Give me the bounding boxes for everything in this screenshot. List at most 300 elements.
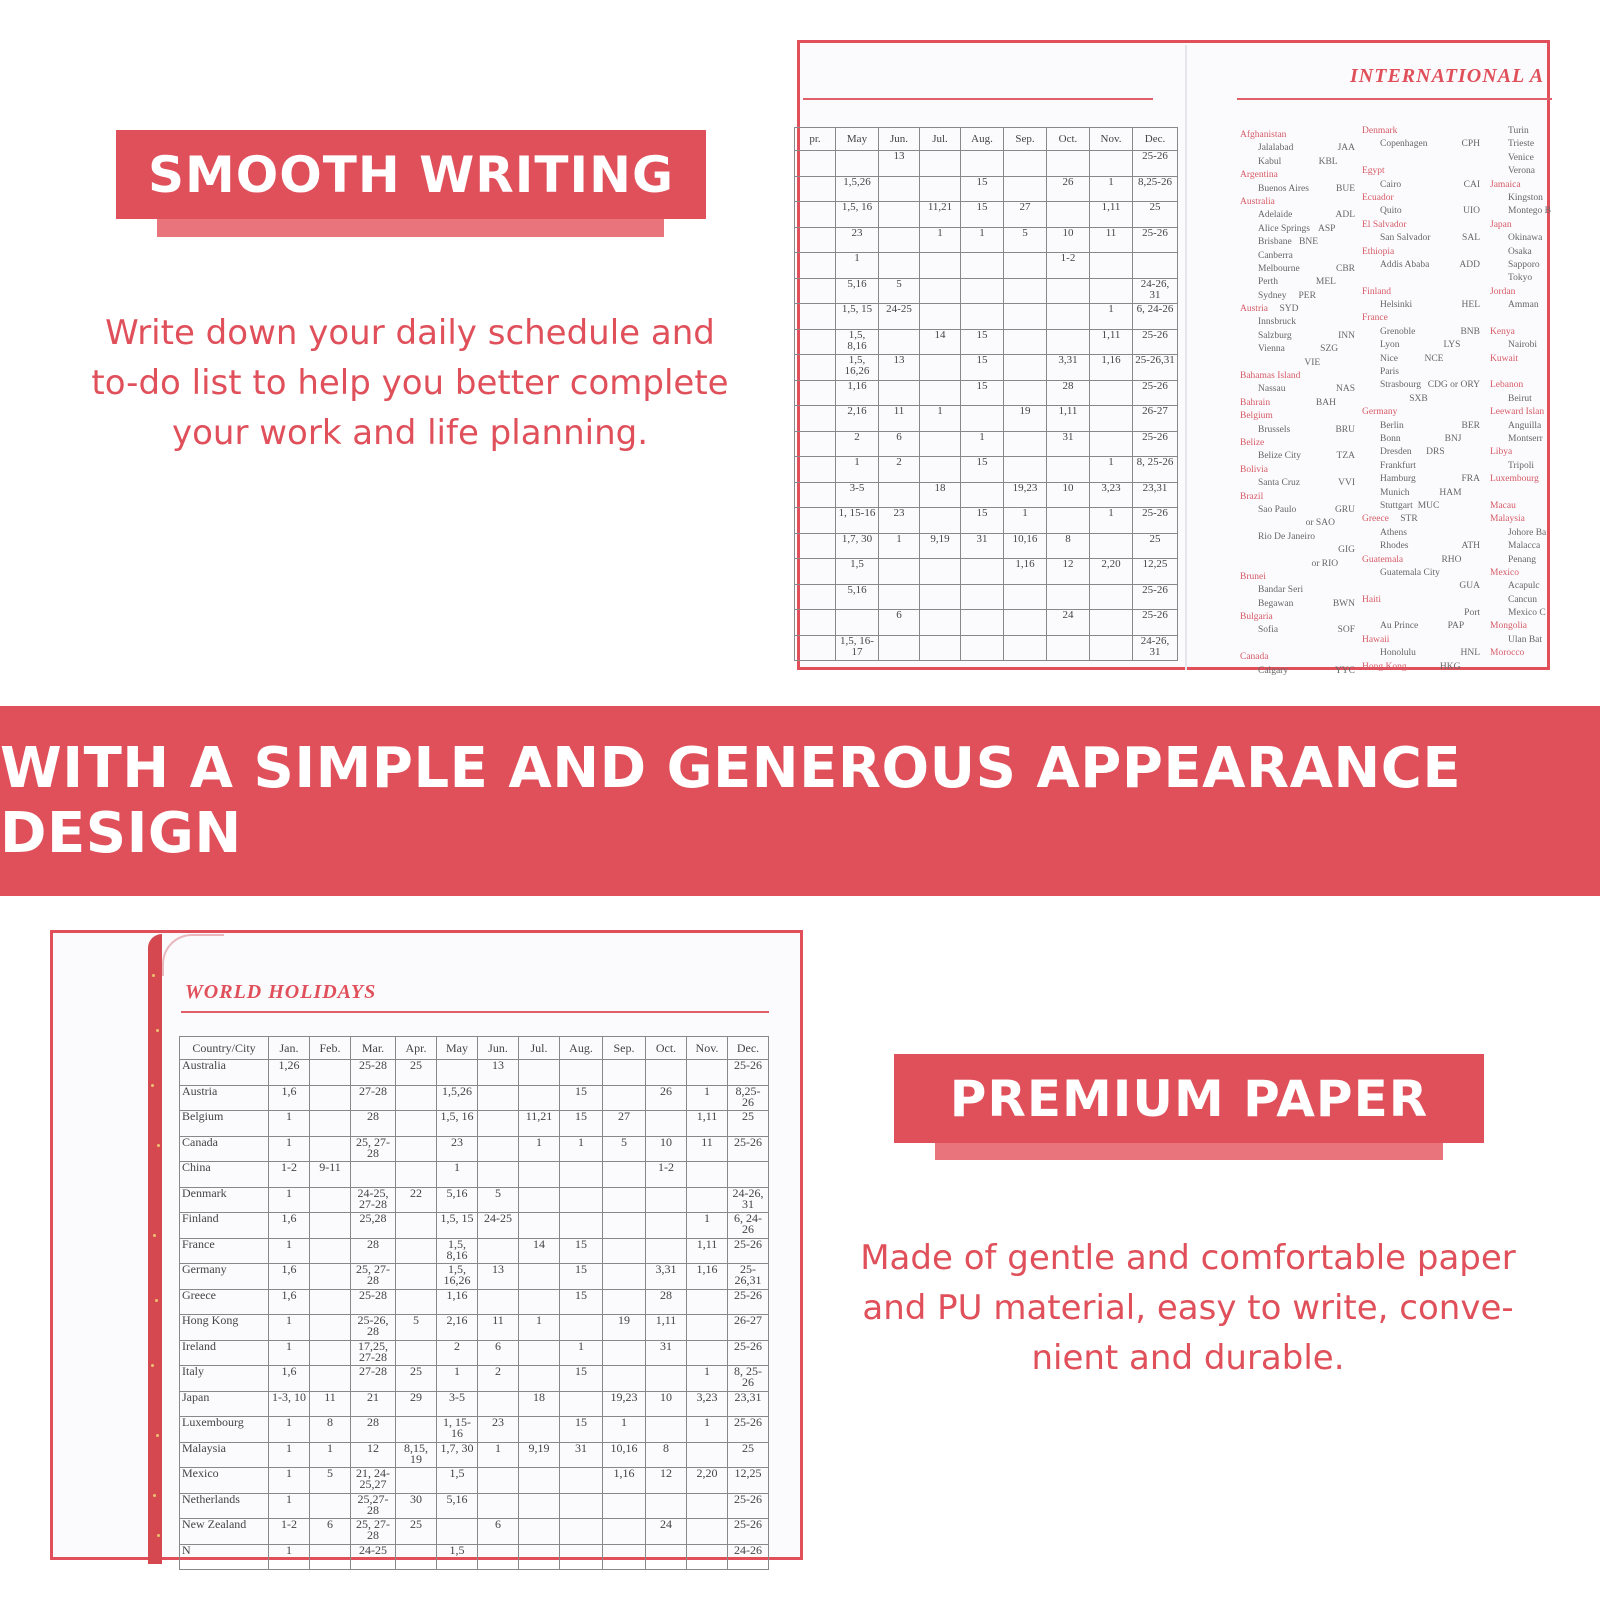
table-cell: 5 xyxy=(879,278,920,304)
city-entry xyxy=(1240,624,1355,637)
table-cell xyxy=(396,1085,437,1111)
table-cell: 25-28 xyxy=(351,1060,396,1086)
table-cell xyxy=(646,1366,687,1392)
airport-column-1 xyxy=(1240,129,1355,678)
table-cell xyxy=(310,1366,351,1392)
place-label: Amman xyxy=(1508,300,1539,311)
table-cell xyxy=(1047,202,1090,228)
table-row xyxy=(795,533,1178,559)
country-name xyxy=(1490,620,1560,633)
table-cell xyxy=(795,176,836,202)
table-cell: 1,5 xyxy=(437,1468,478,1494)
column-header: Aug. xyxy=(560,1037,603,1060)
table-cell xyxy=(687,1493,728,1519)
table-cell: 5,16 xyxy=(437,1493,478,1519)
country-name xyxy=(1362,661,1480,674)
table-cell xyxy=(795,533,836,559)
place-label: Okinawa xyxy=(1508,233,1543,244)
table-cell xyxy=(795,202,836,228)
airport-code: VIE xyxy=(1304,357,1321,368)
table-cell xyxy=(310,1493,351,1519)
table-cell: 25-26 xyxy=(1133,329,1178,355)
table-cell: 28 xyxy=(646,1289,687,1315)
airport-code: CPH xyxy=(1461,139,1480,150)
column-header: Feb. xyxy=(310,1037,351,1060)
table-cell: 18 xyxy=(519,1391,560,1417)
table-cell xyxy=(795,508,836,534)
place-label: San Salvador xyxy=(1380,233,1431,244)
table-cell: 3-5 xyxy=(836,482,879,508)
table-cell: 1 xyxy=(687,1366,728,1392)
table-cell xyxy=(687,1340,728,1366)
table-cell: 15 xyxy=(961,508,1004,534)
table-row xyxy=(180,1136,769,1162)
table-cell xyxy=(687,1060,728,1086)
place-label: Bahamas Island xyxy=(1240,371,1301,382)
table-cell: Hong Kong xyxy=(180,1315,269,1341)
airport-code: STR xyxy=(1400,514,1418,525)
table-row xyxy=(180,1213,769,1239)
place-label: Rio De Janeiro xyxy=(1258,531,1315,542)
table-cell: 18 xyxy=(920,482,961,508)
airport-code: or SAO xyxy=(1305,518,1335,529)
airport-code: GRU xyxy=(1334,504,1355,515)
table-cell: 12 xyxy=(351,1442,396,1468)
table-cell xyxy=(519,1187,560,1213)
place-label: Johore Ba xyxy=(1508,527,1547,538)
country-name xyxy=(1362,125,1480,138)
table-cell xyxy=(519,1340,560,1366)
city-entry xyxy=(1490,152,1560,165)
place-label: Jalalabad xyxy=(1258,143,1294,154)
table-cell: 6, 24-26 xyxy=(728,1213,769,1239)
table-cell xyxy=(603,1060,646,1086)
table-row xyxy=(795,355,1178,381)
table-cell: 2,20 xyxy=(1090,559,1133,585)
city-entry xyxy=(1240,383,1355,396)
table-cell xyxy=(603,1187,646,1213)
table-cell: 2 xyxy=(437,1340,478,1366)
airport-code: KBL xyxy=(1318,156,1338,167)
table-cell: 1,16 xyxy=(687,1264,728,1290)
table-cell: 1 xyxy=(269,1493,310,1519)
table-cell xyxy=(879,635,920,661)
city-entry xyxy=(1362,647,1480,660)
table-cell xyxy=(1090,431,1133,457)
table-row xyxy=(795,457,1178,483)
table-cell: 15 xyxy=(560,1111,603,1137)
table-cell: 1 xyxy=(560,1340,603,1366)
table-cell: Denmark xyxy=(180,1187,269,1213)
table-cell: 1,16 xyxy=(603,1468,646,1494)
place-label xyxy=(1490,488,1508,498)
airport-code: or RIO xyxy=(1311,558,1339,569)
airport-code: MUC xyxy=(1417,500,1440,511)
airport-code: DRS xyxy=(1426,447,1445,458)
city-entry xyxy=(1490,205,1560,218)
table-cell: 31 xyxy=(1047,431,1090,457)
table-cell: Malaysia xyxy=(180,1442,269,1468)
table-cell: 25-26 xyxy=(1133,610,1178,636)
place-label: Australia xyxy=(1240,196,1275,207)
table-cell: 25 xyxy=(728,1111,769,1137)
spine-speck xyxy=(153,1494,156,1497)
table-cell: 8, 25-26 xyxy=(728,1366,769,1392)
table-row xyxy=(180,1544,769,1570)
table-cell: 1,6 xyxy=(269,1213,310,1239)
table-cell: 1,11 xyxy=(687,1238,728,1264)
table-cell xyxy=(687,1519,728,1545)
table-cell xyxy=(478,1162,519,1188)
world-holidays-table xyxy=(179,1036,769,1570)
table-cell: 15 xyxy=(560,1085,603,1111)
airport-code: PAP xyxy=(1447,621,1465,632)
table-cell: 25 xyxy=(396,1060,437,1086)
table-cell: 9,19 xyxy=(519,1442,560,1468)
place-label xyxy=(1240,639,1258,649)
table-cell: 1 xyxy=(437,1162,478,1188)
table-cell: 11 xyxy=(478,1315,519,1341)
table-cell: 6 xyxy=(478,1519,519,1545)
place-label: Honolulu xyxy=(1380,648,1416,659)
country-name xyxy=(1362,513,1480,526)
city-entry xyxy=(1362,259,1480,272)
table-cell xyxy=(560,1493,603,1519)
city-entry xyxy=(1490,232,1560,245)
airport-code: SOF xyxy=(1337,625,1355,636)
place-label: Perth xyxy=(1258,277,1279,288)
airport-code: ADD xyxy=(1459,259,1480,270)
column-header: Jan. xyxy=(269,1037,310,1060)
table-cell: 5 xyxy=(603,1136,646,1162)
airport-code: Port xyxy=(1464,608,1480,619)
city-entry xyxy=(1490,312,1560,325)
table-cell: 23,31 xyxy=(728,1391,769,1417)
table-cell: Netherlands xyxy=(180,1493,269,1519)
table-cell xyxy=(646,1187,687,1213)
table-cell: 1,11 xyxy=(687,1111,728,1137)
table-cell xyxy=(478,1544,519,1570)
table-cell: 25-26 xyxy=(1133,584,1178,610)
table-cell: Austria xyxy=(180,1085,269,1111)
world-holidays-rule xyxy=(181,1011,769,1013)
table-cell: 3-5 xyxy=(437,1391,478,1417)
country-name xyxy=(1362,192,1480,205)
table-cell: 2,20 xyxy=(687,1468,728,1494)
table-row xyxy=(795,304,1178,330)
table-cell: 13 xyxy=(879,151,920,177)
place-label: Cancun xyxy=(1508,594,1538,605)
table-cell: 10,16 xyxy=(1004,533,1047,559)
table-cell: 25 xyxy=(728,1442,769,1468)
airport-code: UIO xyxy=(1463,206,1480,217)
table-cell: 11 xyxy=(687,1136,728,1162)
place-label: Bandar Seri xyxy=(1258,585,1304,596)
table-cell: 25-26 xyxy=(728,1340,769,1366)
city-entry xyxy=(1362,420,1480,433)
place-label: El Salvador xyxy=(1362,219,1407,230)
table-cell: 25,27-28 xyxy=(351,1493,396,1519)
city-entry xyxy=(1490,554,1560,567)
place-label: Au Prince xyxy=(1380,621,1419,632)
airport-code: VVI xyxy=(1338,478,1355,489)
table-cell xyxy=(879,227,920,253)
place-label: Japan xyxy=(1490,219,1512,230)
place-label xyxy=(1240,545,1258,555)
column-header: pr. xyxy=(795,128,836,151)
city-entry xyxy=(1490,527,1560,540)
place-label: Brisbane xyxy=(1258,237,1292,248)
table-cell xyxy=(920,151,961,177)
table-cell: 9,19 xyxy=(920,533,961,559)
spine-speck xyxy=(155,1299,158,1302)
spine-speck xyxy=(157,1534,160,1537)
city-entry xyxy=(1362,152,1480,165)
place-label xyxy=(1362,394,1380,404)
table-cell xyxy=(687,1544,728,1570)
place-label: Beirut xyxy=(1508,393,1532,404)
place-label: Paris xyxy=(1380,367,1399,378)
table-cell: 13 xyxy=(478,1264,519,1290)
table-cell: 23 xyxy=(437,1136,478,1162)
country-name xyxy=(1240,437,1355,450)
table-cell xyxy=(310,1340,351,1366)
table-cell: 13 xyxy=(879,355,920,381)
table-cell xyxy=(1047,457,1090,483)
table-cell: 23 xyxy=(478,1417,519,1443)
table-cell: 1,6 xyxy=(269,1264,310,1290)
spine-speck xyxy=(151,1084,154,1087)
table-cell xyxy=(920,304,961,330)
city-entry xyxy=(1240,183,1355,196)
column-header: May xyxy=(836,128,879,151)
table-cell: 25-26,31 xyxy=(728,1264,769,1290)
table-cell xyxy=(1047,584,1090,610)
premium-paper-title: PREMIUM PAPER xyxy=(949,1069,1429,1128)
table-cell xyxy=(879,584,920,610)
place-label: Mexico xyxy=(1490,567,1520,578)
place-label: Brussels xyxy=(1258,424,1291,435)
column-header: Nov. xyxy=(1090,128,1133,151)
table-cell: 28 xyxy=(351,1111,396,1137)
city-entry xyxy=(1240,638,1355,651)
table-cell xyxy=(478,1136,519,1162)
country-name xyxy=(1362,165,1480,178)
table-cell xyxy=(795,559,836,585)
table-cell xyxy=(879,202,920,228)
table-cell xyxy=(1090,253,1133,279)
place-label: Calgary xyxy=(1258,665,1289,676)
place-label: Begawan xyxy=(1258,598,1294,609)
table-cell: 1,7, 30 xyxy=(836,533,879,559)
place-label: Anguilla xyxy=(1508,420,1542,431)
table-cell xyxy=(560,1544,603,1570)
city-entry xyxy=(1240,223,1355,236)
city-entry xyxy=(1362,446,1480,459)
table-cell: 25, 27-28 xyxy=(351,1519,396,1545)
country-name xyxy=(1362,246,1480,259)
spine-speck xyxy=(152,974,155,977)
premium-paper-heading xyxy=(894,1054,1484,1143)
table-cell: 27 xyxy=(1004,202,1047,228)
table-cell: 1,5 xyxy=(437,1544,478,1570)
table-cell: Mexico xyxy=(180,1468,269,1494)
table-cell: 1 xyxy=(603,1417,646,1443)
table-cell: 24-26, 31 xyxy=(728,1187,769,1213)
place-label: Grenoble xyxy=(1380,326,1416,337)
table-cell: 1,5, 16 xyxy=(836,202,879,228)
table-cell: 1 xyxy=(1004,508,1047,534)
place-label: Hamburg xyxy=(1380,474,1416,485)
city-entry xyxy=(1490,339,1560,352)
city-entry xyxy=(1362,299,1480,312)
place-label xyxy=(1362,581,1380,591)
place-label: Stuttgart xyxy=(1380,500,1413,511)
city-entry xyxy=(1362,138,1480,151)
table-cell xyxy=(1004,278,1047,304)
country-name xyxy=(1240,410,1355,423)
table-cell xyxy=(310,1187,351,1213)
table-cell: Canada xyxy=(180,1136,269,1162)
city-entry xyxy=(1240,598,1355,611)
airport-code: LYS xyxy=(1443,340,1461,351)
column-header: Aug. xyxy=(961,128,1004,151)
table-cell: 1,5, 16 xyxy=(437,1111,478,1137)
table-cell xyxy=(879,559,920,585)
table-cell xyxy=(396,1136,437,1162)
table-cell: 1,16 xyxy=(1004,559,1047,585)
table-row xyxy=(180,1289,769,1315)
table-cell xyxy=(560,1060,603,1086)
table-cell xyxy=(920,508,961,534)
city-entry xyxy=(1240,531,1355,556)
city-entry xyxy=(1240,357,1355,370)
table-cell: 21, 24-25,27 xyxy=(351,1468,396,1494)
spine-speck xyxy=(151,1364,154,1367)
table-cell: 19,23 xyxy=(1004,482,1047,508)
table-cell: 1,26 xyxy=(269,1060,310,1086)
place-label xyxy=(1240,358,1258,368)
place-label: Nassau xyxy=(1258,384,1286,395)
place-label: Canberra xyxy=(1258,250,1293,261)
table-row xyxy=(180,1391,769,1417)
table-cell xyxy=(310,1136,351,1162)
table-cell: 10 xyxy=(646,1136,687,1162)
table-cell: 1 xyxy=(437,1366,478,1392)
table-cell xyxy=(646,1213,687,1239)
table-cell: 27 xyxy=(603,1111,646,1137)
table-cell: 1-2 xyxy=(269,1162,310,1188)
table-row xyxy=(180,1468,769,1494)
place-label: Santa Cruz xyxy=(1258,478,1300,489)
table-cell: New Zealand xyxy=(180,1519,269,1545)
table-cell: 27-28 xyxy=(351,1366,396,1392)
place-label: Frankfurt xyxy=(1380,460,1416,471)
table-cell: 25-26, 28 xyxy=(351,1315,396,1341)
country-name xyxy=(1240,491,1355,504)
table-cell xyxy=(1004,610,1047,636)
airport-code: SXB xyxy=(1409,393,1428,404)
table-cell: 1 xyxy=(269,1315,310,1341)
table-cell: 2,16 xyxy=(836,406,879,432)
table-row xyxy=(180,1187,769,1213)
table-cell xyxy=(519,1468,560,1494)
country-name xyxy=(1490,353,1560,366)
table-cell xyxy=(920,380,961,406)
place-label: Nairobi xyxy=(1508,340,1538,351)
table-cell xyxy=(396,1417,437,1443)
banner-text: WITH A SIMPLE AND GENEROUS APPEARANCE DESIGN xyxy=(0,736,1462,866)
top-holiday-table xyxy=(794,127,1178,661)
place-label: Afghanistan xyxy=(1240,130,1287,140)
table-cell: 8,15, 19 xyxy=(396,1442,437,1468)
table-row xyxy=(795,278,1178,304)
city-entry xyxy=(1240,665,1355,678)
place-label: Austria xyxy=(1240,304,1268,315)
planner-spine xyxy=(148,934,162,1564)
airport-code: NCE xyxy=(1424,353,1444,364)
table-row xyxy=(180,1315,769,1341)
place-label: Tripoli xyxy=(1508,460,1535,471)
table-cell: 10 xyxy=(1047,227,1090,253)
place-label: Lebanon xyxy=(1490,380,1524,391)
table-cell: 1-2 xyxy=(1047,253,1090,279)
table-cell: 2 xyxy=(879,457,920,483)
table-cell xyxy=(1004,329,1047,355)
table-cell: 1 xyxy=(519,1315,560,1341)
country-name xyxy=(1490,513,1560,526)
column-header: Nov. xyxy=(687,1037,728,1060)
table-cell xyxy=(1004,355,1047,381)
table-cell: 1, 15-16 xyxy=(437,1417,478,1443)
table-cell xyxy=(1090,406,1133,432)
column-header: Oct. xyxy=(646,1037,687,1060)
table-cell: Ireland xyxy=(180,1340,269,1366)
table-cell: 12,25 xyxy=(1133,559,1178,585)
table-cell: 26 xyxy=(1047,176,1090,202)
table-cell xyxy=(795,380,836,406)
place-label: Egypt xyxy=(1362,166,1385,177)
place-label: Finland xyxy=(1362,286,1392,297)
place-label: Innsbruck xyxy=(1258,317,1296,328)
spine-speck xyxy=(157,1144,160,1147)
table-cell xyxy=(795,635,836,661)
table-cell xyxy=(920,253,961,279)
table-cell: 24-25, 27-28 xyxy=(351,1187,396,1213)
place-label: Addis Ababa xyxy=(1380,259,1430,270)
table-cell: 25-26 xyxy=(728,1136,769,1162)
table-cell: 1-2 xyxy=(646,1162,687,1188)
spine-speck xyxy=(153,1234,156,1237)
table-cell: 1 xyxy=(269,1340,310,1366)
table-cell xyxy=(1047,278,1090,304)
city-entry xyxy=(1490,393,1560,406)
place-label: Alice Springs xyxy=(1258,223,1310,234)
table-cell: Italy xyxy=(180,1366,269,1392)
table-cell: 25-28 xyxy=(351,1289,396,1315)
table-cell: 25-26 xyxy=(728,1519,769,1545)
table-cell xyxy=(519,1493,560,1519)
table-cell xyxy=(478,1493,519,1519)
table-cell xyxy=(795,610,836,636)
place-label: Mongolia xyxy=(1490,621,1527,632)
table-cell: 14 xyxy=(519,1238,560,1264)
table-cell: 10 xyxy=(1047,482,1090,508)
city-entry xyxy=(1362,620,1480,633)
airport-code: BER xyxy=(1461,420,1480,431)
table-cell: 5 xyxy=(478,1187,519,1213)
table-cell xyxy=(646,1111,687,1137)
